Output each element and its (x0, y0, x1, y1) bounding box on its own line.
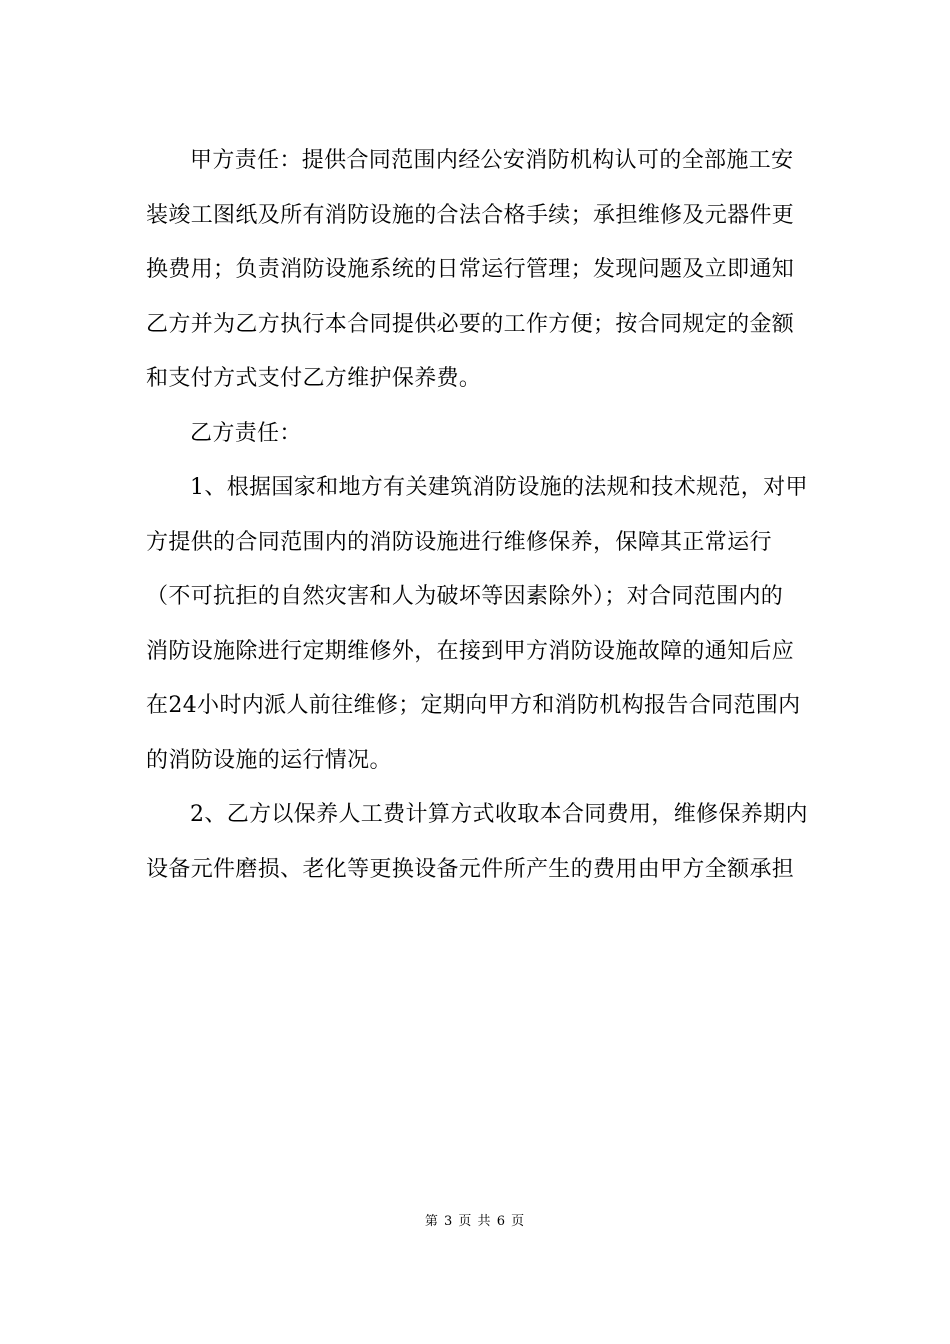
text-line: 换费用；负责消防设施系统的日常运行管理；发现问题及立即通知 (146, 257, 795, 282)
text-line: 消防设施除进行定期维修外，在接到甲方消防设施故障的通知后应 (146, 638, 795, 664)
text-line: 甲方责任：提供合同范围内经公安消防机构认可的全部施工安 (190, 148, 794, 173)
text-line: 装竣工图纸及所有消防设施的合法合格手续；承担维修及元器件更 (146, 202, 795, 228)
paragraph-party-b-heading (146, 407, 806, 462)
current-page-number: 3 (444, 1214, 454, 1229)
paragraph-party-b-item-2 (146, 788, 806, 897)
text-line: 2、乙方以保养人工费计算方式收取本合同费用，维修保养期内 (190, 802, 808, 827)
text-line: 的消防设施的运行情况。 (146, 747, 392, 773)
text-line: 在24小时内派人前往维修；定期向甲方和消防机构报告合同范围内 (146, 693, 801, 718)
text-line: （不可抗拒的自然灾害和人为破坏等因素除外）；对合同范围内的 (146, 584, 784, 609)
paragraph-party-b-item-1 (146, 461, 806, 788)
text-line: 1、根据国家和地方有关建筑消防设施的法规和技术规范，对甲 (190, 475, 808, 500)
document-body (146, 134, 806, 897)
text-line: 乙方并为乙方执行本合同提供必要的工作方便；按合同规定的金额 (146, 311, 795, 337)
page-footer (0, 1210, 950, 1229)
text-line: 乙方责任： (190, 420, 302, 446)
text-line: 和支付方式支付乙方维护保养费。 (146, 366, 482, 391)
text-line: 方提供的合同范围内的消防设施进行维修保养，保障其正常运行 (146, 529, 772, 555)
page-label-suffix: 页 (511, 1214, 526, 1229)
text-line: 设备元件磨损、老化等更换设备元件所产生的费用由甲方全额承担 (146, 856, 795, 882)
paragraph-party-a-responsibility (146, 134, 806, 407)
total-pages-number: 6 (496, 1214, 506, 1229)
page-label-mid: 页 共 (458, 1214, 492, 1229)
page-label-prefix: 第 (424, 1214, 439, 1229)
